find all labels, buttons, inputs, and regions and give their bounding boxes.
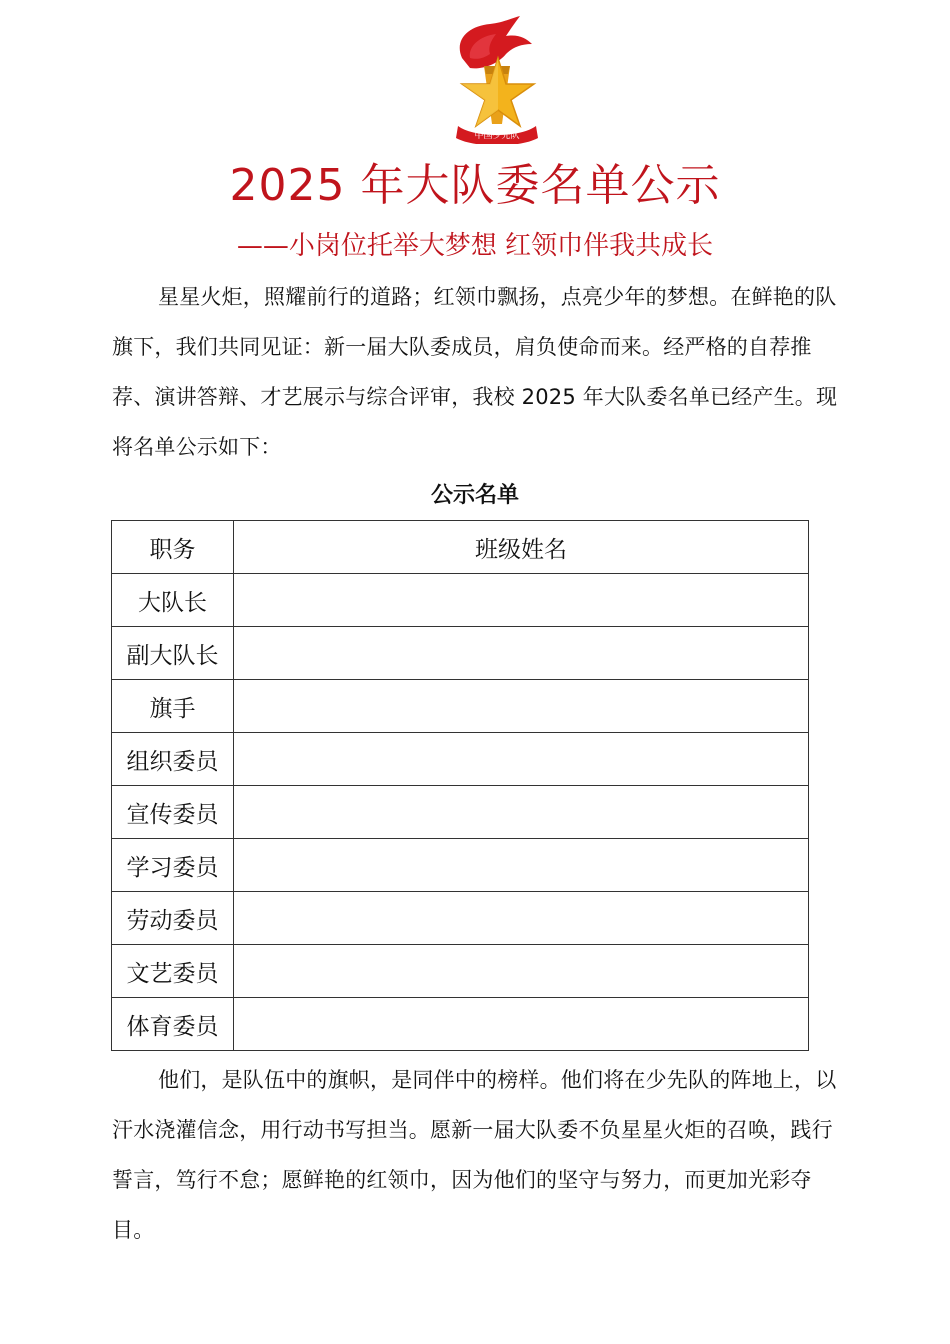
- role-cell: 副大队长: [112, 627, 234, 680]
- name-cell: [234, 680, 809, 733]
- table-row: [112, 786, 809, 839]
- name-cell: [234, 627, 809, 680]
- table-row: [112, 574, 809, 627]
- table-row: [112, 733, 809, 786]
- name-cell: [234, 945, 809, 998]
- name-cell: [234, 574, 809, 627]
- role-cell: 旗手: [112, 680, 234, 733]
- table-header-row: [112, 521, 809, 574]
- name-cell: [234, 786, 809, 839]
- name-cell: [234, 839, 809, 892]
- name-cell: [234, 892, 809, 945]
- closing-paragraph: 他们，是队伍中的旗帜，是同伴中的榜样。他们将在少先队的阵地上，以汗水浇灌信念，用行动书写担当。愿新一届大队委不负星星火炬的召唤，践行誓言，笃行不怠；愿鲜艳的红领巾，因为他们的坚守与努力，而更加光彩夺目。: [112, 1068, 837, 1242]
- role-cell: 大队长: [112, 574, 234, 627]
- table-row: [112, 945, 809, 998]
- young-pioneers-torch-star-icon: [440, 14, 552, 144]
- column-header-name: 班级姓名: [234, 521, 809, 574]
- name-cell: [234, 733, 809, 786]
- role-cell: 文艺委员: [112, 945, 234, 998]
- logo-ribbon-text: 中国少先队: [474, 131, 520, 141]
- table-row: [112, 680, 809, 733]
- name-cell: [234, 998, 809, 1051]
- role-cell: 体育委员: [112, 998, 234, 1051]
- intro-paragraph: 星星火炬，照耀前行的道路；红领巾飘扬，点亮少年的梦想。在鲜艳的队旗下，我们共同见证：新一届大队委成员，肩负使命而来。经严格的自荐推荐、演讲答辩、才艺展示与综合评审，我校 2025 年大队委名单已经产生。现将名单公示如下：: [112, 285, 838, 459]
- role-cell: 宣传委员: [112, 786, 234, 839]
- roster-heading: 公示名单: [430, 483, 519, 508]
- page-subtitle: ——小岗位托举大梦想 红领巾伴我共成长: [236, 231, 714, 261]
- column-header-role: 职务: [112, 521, 234, 574]
- role-cell: 学习委员: [112, 839, 234, 892]
- page-title: 2025 年大队委名单公示: [229, 160, 721, 211]
- role-cell: 组织委员: [112, 733, 234, 786]
- role-cell: 劳动委员: [112, 892, 234, 945]
- table-row: [112, 627, 809, 680]
- table-row: [112, 892, 809, 945]
- roster-table: [111, 520, 809, 1051]
- table-row: [112, 839, 809, 892]
- table-row: [112, 998, 809, 1051]
